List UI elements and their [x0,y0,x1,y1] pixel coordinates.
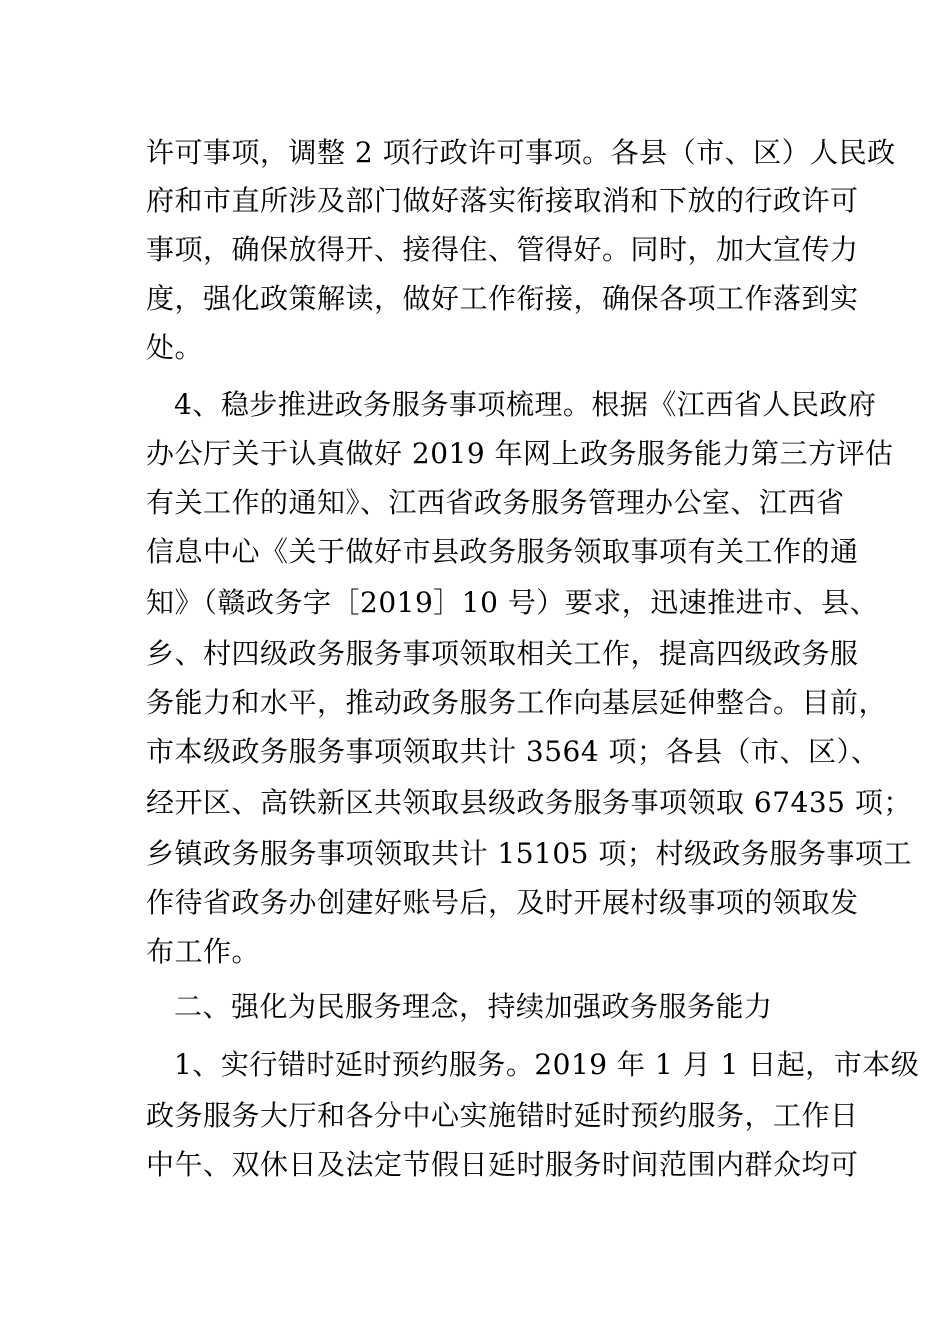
text-line: 知》（赣政务字［2019］10 号）要求，迅速推进市、县、 [146,586,879,619]
text-line: 府和市直所涉及部门做好落实衔接取消和下放的行政许可 [146,184,859,217]
text-line: 办公厅关于认真做好 2019 年网上政务服务能力第三方评估 [146,437,894,470]
text-line: 乡、村四级政务服务事项领取相关工作，提高四级政务服 [146,637,859,670]
text-line: 度，强化政策解读，做好工作衔接，确保各项工作落到实 [146,282,859,315]
text-line: 有关工作的通知》、江西省政务服务管理办公室、江西省 [146,486,845,519]
section-heading: 二、强化为民服务理念，持续加强政务服务能力 [174,990,773,1023]
text-line: 处。 [146,331,204,364]
text-line: 信息中心《关于做好市县政务服务领取事项有关工作的通 [146,535,859,568]
text-line: 市本级政务服务事项领取共计 3564 项；各县（市、区）、 [146,735,880,768]
text-line: 中午、双休日及法定节假日延时服务时间范围内群众均可 [146,1148,859,1181]
paragraph-first-line: 1、实行错时延时预约服务。2019 年 1 月 1 日起，市本级 [174,1048,920,1081]
text-line: 作待省政务办创建好账号后，及时开展村级事项的领取发 [146,886,859,919]
text-line: 经开区、高铁新区共领取县级政务服务事项领取 67435 项； [146,786,912,819]
text-line: 布工作。 [146,935,261,968]
text-line: 政务服务大厅和各分中心实施错时延时预约服务，工作日 [146,1099,859,1132]
text-line: 许可事项，调整 2 项行政许可事项。各县（市、区）人民政 [146,136,896,169]
paragraph-first-line: 4、稳步推进政务服务事项梳理。根据《江西省人民政府 [174,388,877,421]
text-line: 乡镇政务服务事项领取共计 15105 项；村级政务服务事项工 [146,837,912,870]
text-line: 务能力和水平，推动政务服务工作向基层延伸整合。目前， [146,686,888,719]
text-line: 事项，确保放得开、接得住、管得好。同时，加大宣传力 [146,233,859,266]
